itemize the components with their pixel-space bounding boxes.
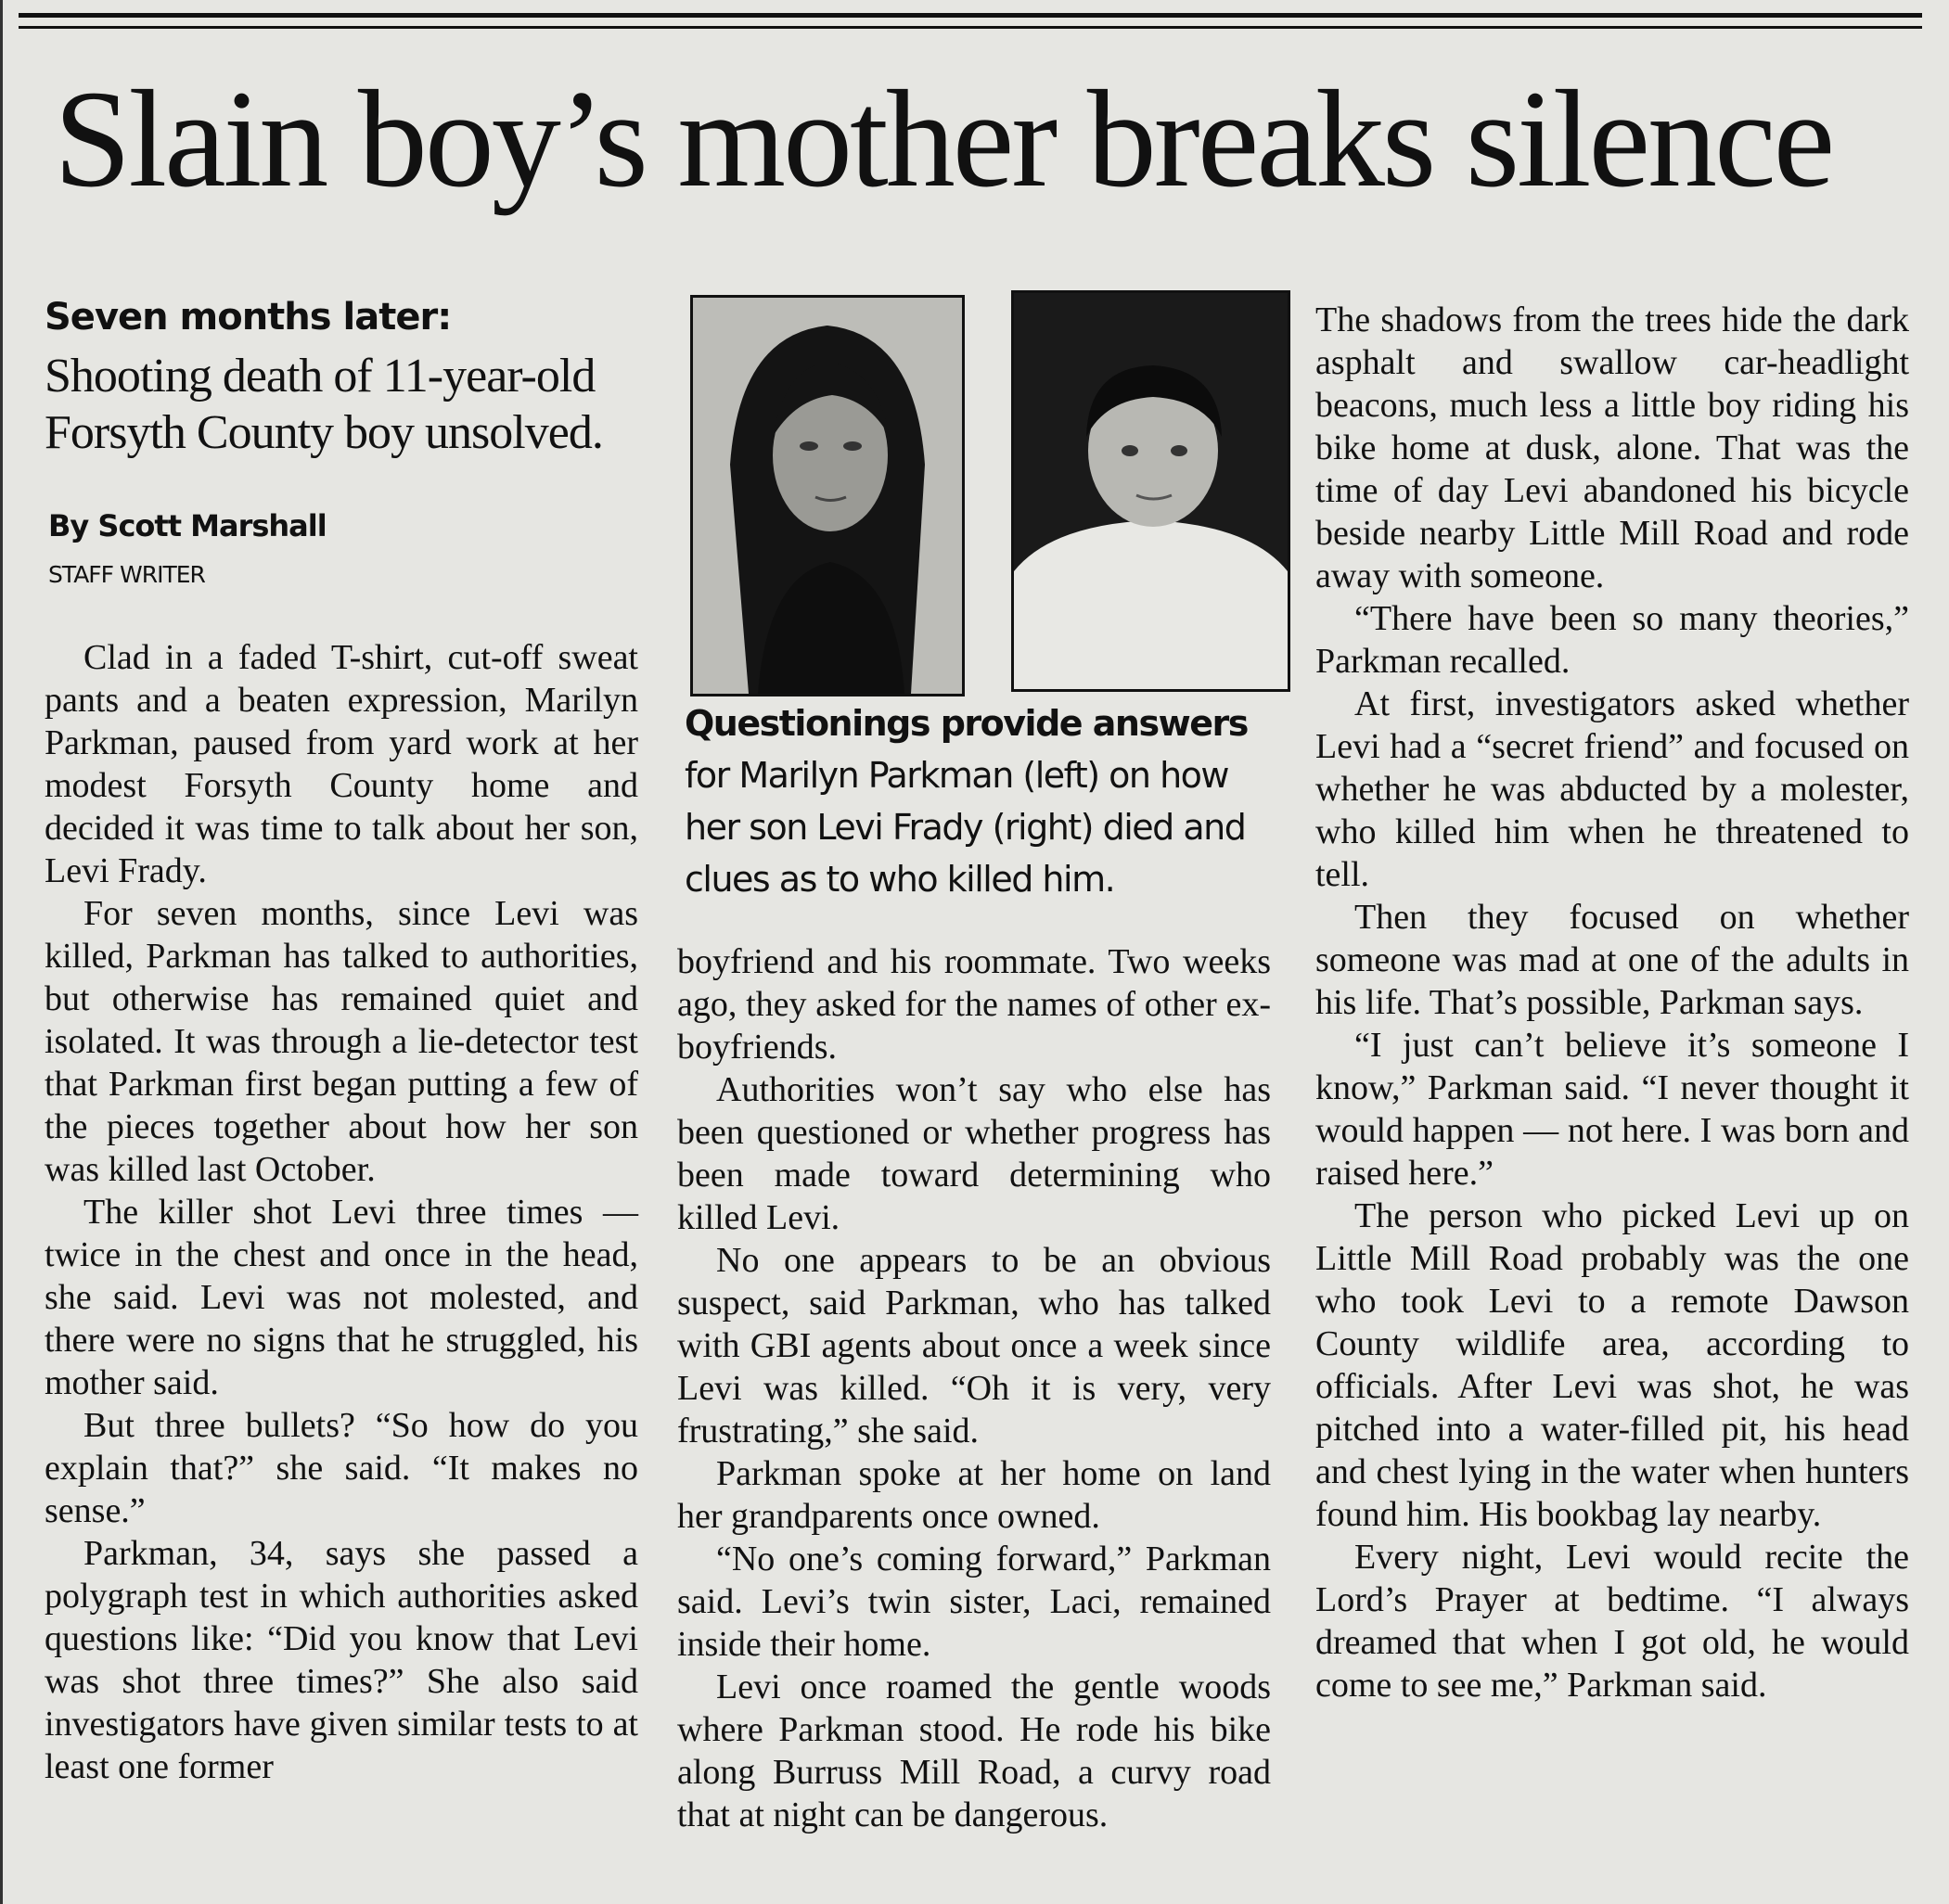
top-rule	[19, 13, 1922, 18]
portrait-woman-icon	[693, 298, 962, 694]
paragraph: Parkman, 34, says she passed a polygraph test in which authorities asked questions like: “Did you know that Levi was shot three times?” She also said investigators have given similar tests to at least one former	[45, 1534, 638, 1786]
paragraph: Levi once roamed the gentle woods where Parkman stood. He rode his bike along Burruss Mill Road, a curvy road that at night can be dangerous.	[677, 1668, 1271, 1834]
paragraph: The killer shot Levi three times — twice in the chest and once in the head, she said. Levi was not molested, and there were no signs that he struggled, his mother said.	[45, 1193, 638, 1402]
deck-subheadline: Shooting death of 11-year-old Forsyth County boy unsolved.	[45, 350, 603, 459]
photo-levi-frady	[1011, 290, 1290, 692]
paragraph: Every night, Levi would recite the Lord’s Prayer at bedtime. “I always dreamed that when I got old, he would come to see me,” Parkman said.	[1315, 1538, 1909, 1705]
kicker: Seven months later:	[45, 296, 452, 339]
portrait-boy-icon	[1014, 293, 1288, 689]
caption-head: Questionings provide answers	[685, 703, 1248, 744]
paragraph: Parkman spoke at her home on land her grandparents once owned.	[677, 1454, 1271, 1536]
page-edge	[0, 0, 3, 1904]
article-column-1	[45, 636, 638, 1788]
paragraph: But three bullets? “So how do you explain that?” she said. “It makes no sense.”	[45, 1406, 638, 1530]
article-column-2	[677, 940, 1271, 1836]
paragraph: For seven months, since Levi was killed, Parkman has talked to authorities, but otherwise has remained quiet and isolated. It was through a lie-detector test that Parkman first began putting a few of the pieces together about how her son was killed last October.	[45, 894, 638, 1189]
paragraph: No one appears to be an obvious suspect, said Parkman, who has talked with GBI agents about once a week since Levi was killed. “Oh it is very, very frustrating,” she said.	[677, 1241, 1271, 1450]
photo-caption	[685, 697, 1288, 905]
byline: By Scott Marshall	[48, 508, 327, 543]
caption-body: for Marilyn Parkman (left) on how her son Levi Frady (right) died and clues as to who killed him.	[685, 755, 1246, 900]
paragraph: At first, investigators asked whether Levi had a “secret friend” and focused on whether he was abducted by a molester, who killed him when he threatened to tell.	[1315, 684, 1909, 894]
paragraph: Then they focused on whether someone was mad at one of the adults in his life. That’s possible, Parkman says.	[1315, 898, 1909, 1022]
article-column-3	[1315, 299, 1909, 1706]
paragraph: “I just can’t believe it’s someone I know,” Parkman said. “I never thought it would happen — not here. I was born and raised here.”	[1315, 1026, 1909, 1193]
paragraph: “No one’s coming forward,” Parkman said. Levi’s twin sister, Laci, remained inside their home.	[677, 1540, 1271, 1664]
byline-title: STAFF WRITER	[48, 561, 205, 588]
top-rule-thin	[19, 26, 1922, 29]
paragraph: Clad in a faded T-shirt, cut-off sweat pants and a beaten expression, Marilyn Parkman, paused from yard work at her modest Forsyth County home and decided it was time to talk about her son, Levi Frady.	[45, 638, 638, 890]
paragraph: “There have been so many theories,” Parkman recalled.	[1315, 599, 1909, 681]
paragraph: Authorities won’t say who else has been questioned or whether progress has been made toward determining who killed Levi.	[677, 1070, 1271, 1237]
paragraph: The person who picked Levi up on Little Mill Road probably was the one who took Levi to a remote Dawson County wildlife area, according to officials. After Levi was shot, he was pitched into a water-filled pit, his head and chest lying in the water when hunters found him. His bookbag lay nearby.	[1315, 1196, 1909, 1534]
photo-marilyn-parkman	[690, 295, 965, 696]
paragraph: The shadows from the trees hide the dark asphalt and swallow car-headlight beacons, much less a little boy riding his bike home at dusk, alone. That was the time of day Levi abandoned his bicycle beside nearby Little Mill Road and rode away with someone.	[1315, 300, 1909, 595]
paragraph: boyfriend and his roommate. Two weeks ago, they asked for the names of other ex-boyfriends.	[677, 942, 1271, 1067]
headline: Slain boy’s mother breaks silence	[54, 62, 1833, 216]
